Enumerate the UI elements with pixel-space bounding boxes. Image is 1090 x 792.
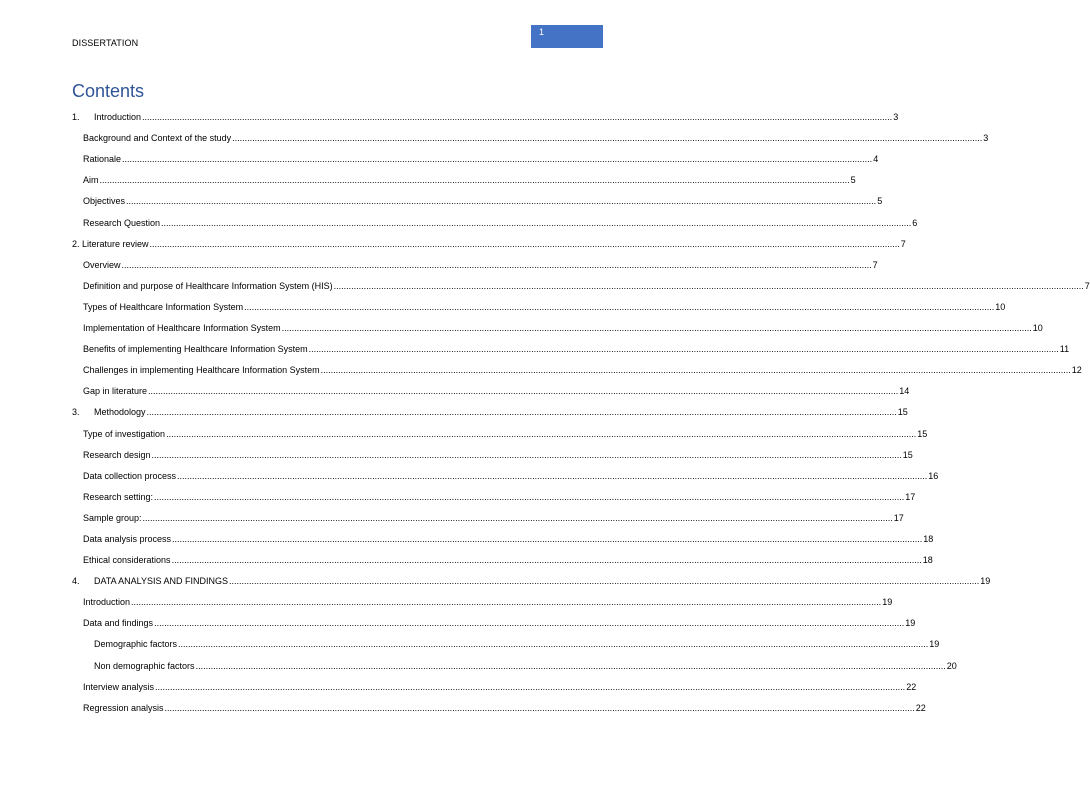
toc-entry[interactable] (72, 206, 918, 228)
toc-entry-page: 19 (980, 576, 991, 587)
toc-entry-label: Ethical considerations (83, 555, 171, 566)
toc-entry-label: 2. Literature review (72, 238, 149, 249)
toc-entry-label: Types of Healthcare Information System (83, 301, 244, 312)
toc-entry[interactable] (72, 270, 1090, 291)
toc-entry-label: Interview analysis (83, 681, 155, 692)
toc-entry-label: Methodology (94, 407, 146, 418)
toc-dot-leader: ............................................................................................................................................................................................................................................................................................................ (126, 196, 877, 207)
toc-entry-label: Regression analysis (83, 702, 164, 713)
toc-entry-page: 18 (922, 555, 933, 566)
toc-entry-label: Data and findings (83, 618, 154, 629)
toc-entry[interactable] (72, 607, 916, 629)
table-of-contents (72, 101, 1090, 713)
toc-entry[interactable] (72, 249, 878, 270)
toc-entry[interactable] (72, 671, 917, 692)
toc-entry-label: Challenges in implementing Healthcare Information System (83, 365, 320, 376)
toc-entry-page: 12 (1071, 365, 1082, 376)
toc-entry[interactable] (72, 312, 1043, 334)
toc-dot-leader: ............................................................................................................................................................................................................................................................................................................ (320, 365, 1071, 376)
toc-entry[interactable] (72, 333, 1070, 355)
toc-entry[interactable] (72, 185, 883, 207)
toc-dot-leader: ............................................................................................................................................................................................................................................................................................................ (154, 618, 905, 629)
toc-dot-leader: ............................................................................................................................................................................................................................................................................................................ (146, 407, 897, 418)
toc-entry-page: 19 (929, 639, 940, 650)
toc-entry[interactable] (72, 122, 989, 144)
toc-dot-leader: ............................................................................................................................................................................................................................................................................................................ (161, 217, 912, 228)
toc-entry-label: Definition and purpose of Healthcare Information System (HIS) (83, 280, 333, 291)
toc-entry-label: Introduction (94, 112, 142, 123)
toc-entry-label: DATA ANALYSIS AND FINDINGS (94, 576, 229, 587)
toc-entry-label: Background and Context of the study (83, 133, 232, 144)
toc-entry[interactable] (72, 523, 934, 544)
toc-entry-page: 6 (912, 217, 918, 228)
toc-entry[interactable] (72, 143, 879, 165)
toc-entry[interactable] (72, 502, 904, 523)
toc-entry-number: 4. (72, 576, 80, 587)
toc-entry-page: 17 (905, 491, 916, 502)
toc-dot-leader: ............................................................................................................................................................................................................................................................................................................ (122, 154, 873, 165)
toc-entry-page: 7 (1084, 280, 1090, 291)
toc-entry[interactable] (72, 228, 906, 249)
toc-entry-page: 10 (1032, 323, 1043, 334)
toc-entry[interactable] (72, 396, 908, 418)
toc-entry-page: 3 (983, 133, 989, 144)
page-number: 1 (539, 27, 545, 37)
toc-entry-page: 22 (906, 681, 917, 692)
toc-dot-leader: ............................................................................................................................................................................................................................................................................................................ (308, 344, 1059, 355)
toc-dot-leader: ............................................................................................................................................................................................................................................................................................................ (244, 301, 995, 312)
toc-entry-label: Gap in literature (83, 386, 148, 397)
toc-entry-page: 15 (902, 449, 913, 460)
toc-dot-leader: ............................................................................................................................................................................................................................................................................................................ (121, 259, 872, 270)
toc-dot-leader: ............................................................................................................................................................................................................................................................................................................ (131, 597, 882, 608)
toc-entry[interactable] (72, 439, 913, 460)
toc-entry-label: Aim (83, 175, 99, 186)
toc-dot-leader: ............................................................................................................................................................................................................................................................................................................ (178, 639, 929, 650)
page-number-box (531, 25, 603, 48)
toc-dot-leader: ............................................................................................................................................................................................................................................................................................................ (333, 280, 1084, 291)
toc-entry[interactable] (72, 586, 893, 608)
toc-entry-page: 14 (899, 386, 910, 397)
toc-entry[interactable] (72, 417, 928, 439)
toc-dot-leader: ............................................................................................................................................................................................................................................................................................................ (148, 386, 899, 397)
toc-entry[interactable] (72, 354, 1082, 376)
toc-entry-page: 15 (917, 428, 928, 439)
toc-dot-leader: ............................................................................................................................................................................................................................................................................................................ (281, 323, 1032, 334)
toc-entry-label: Data collection process (83, 470, 177, 481)
toc-entry[interactable] (72, 628, 940, 650)
toc-entry-label: Introduction (83, 597, 131, 608)
toc-entry[interactable] (72, 101, 899, 123)
toc-entry-page: 7 (872, 259, 878, 270)
toc-dot-leader: ............................................................................................................................................................................................................................................................................................................ (195, 660, 946, 671)
toc-entry-page: 22 (915, 702, 926, 713)
toc-dot-leader: ............................................................................................................................................................................................................................................................................................................ (151, 449, 902, 460)
toc-entry-label: Benefits of implementing Healthcare Information System (83, 344, 308, 355)
toc-entry[interactable] (72, 460, 939, 481)
toc-entry-label: Research design (83, 449, 151, 460)
toc-entry[interactable] (72, 565, 991, 587)
toc-entry-page: 18 (923, 533, 934, 544)
toc-entry-label: Type of investigation (83, 428, 166, 439)
toc-dot-leader: ............................................................................................................................................................................................................................................................................................................ (171, 555, 922, 566)
toc-dot-leader: ............................................................................................................................................................................................................................................................................................................ (155, 681, 906, 692)
toc-entry-page: 17 (893, 512, 904, 523)
toc-entry-page: 20 (946, 660, 957, 671)
toc-entry[interactable] (72, 481, 916, 502)
toc-dot-leader: ............................................................................................................................................................................................................................................................................................................ (164, 702, 915, 713)
toc-entry-page: 11 (1059, 344, 1070, 355)
toc-dot-leader: ............................................................................................................................................................................................................................................................................................................ (142, 112, 893, 123)
toc-dot-leader: ............................................................................................................................................................................................................................................................................................................ (142, 512, 893, 523)
toc-entry[interactable] (72, 649, 957, 671)
toc-entry-page: 19 (882, 597, 893, 608)
running-header-title: DISSERTATION (72, 38, 139, 48)
toc-entry-number: 1. (72, 112, 80, 123)
toc-entry-label: Implementation of Healthcare Information System (83, 323, 281, 334)
toc-entry-page: 4 (873, 154, 879, 165)
toc-entry-label: Data analysis process (83, 533, 172, 544)
toc-entry-page: 3 (893, 112, 899, 123)
toc-dot-leader: ............................................................................................................................................................................................................................................................................................................ (172, 533, 923, 544)
toc-entry[interactable] (72, 375, 910, 397)
toc-entry-label: Rationale (83, 154, 122, 165)
toc-dot-leader: ............................................................................................................................................................................................................................................................................................................ (229, 576, 980, 587)
toc-entry-label: Research Question (83, 217, 161, 228)
toc-entry-number: 3. (72, 407, 80, 418)
toc-entry-page: 7 (900, 238, 906, 249)
toc-entry-label: Non demographic factors (94, 660, 195, 671)
toc-entry[interactable] (72, 291, 1006, 312)
toc-entry-page: 10 (995, 301, 1006, 312)
toc-entry-page: 15 (897, 407, 908, 418)
contents-heading: Contents (72, 81, 145, 101)
toc-dot-leader: ............................................................................................................................................................................................................................................................................................................ (154, 491, 905, 502)
toc-entry-label: Sample group: (83, 512, 142, 523)
toc-entry-label: Research setting: (83, 491, 154, 502)
toc-dot-leader: ............................................................................................................................................................................................................................................................................................................ (149, 238, 900, 249)
toc-entry[interactable] (72, 164, 856, 186)
toc-entry-label: Overview (83, 259, 121, 270)
toc-entry-page: 5 (850, 175, 856, 186)
toc-entry-page: 16 (928, 470, 939, 481)
toc-entry-label: Demographic factors (94, 639, 178, 650)
toc-entry[interactable] (72, 692, 926, 713)
toc-entry-page: 19 (905, 618, 916, 629)
toc-entry-label: Objectives (83, 196, 126, 207)
toc-entry-page: 5 (877, 196, 883, 207)
toc-dot-leader: ............................................................................................................................................................................................................................................................................................................ (177, 470, 928, 481)
toc-dot-leader: ............................................................................................................................................................................................................................................................................................................ (232, 133, 983, 144)
toc-entry[interactable] (72, 544, 933, 566)
toc-dot-leader: ............................................................................................................................................................................................................................................................................................................ (166, 428, 917, 439)
toc-dot-leader: ............................................................................................................................................................................................................................................................................................................ (99, 175, 850, 186)
